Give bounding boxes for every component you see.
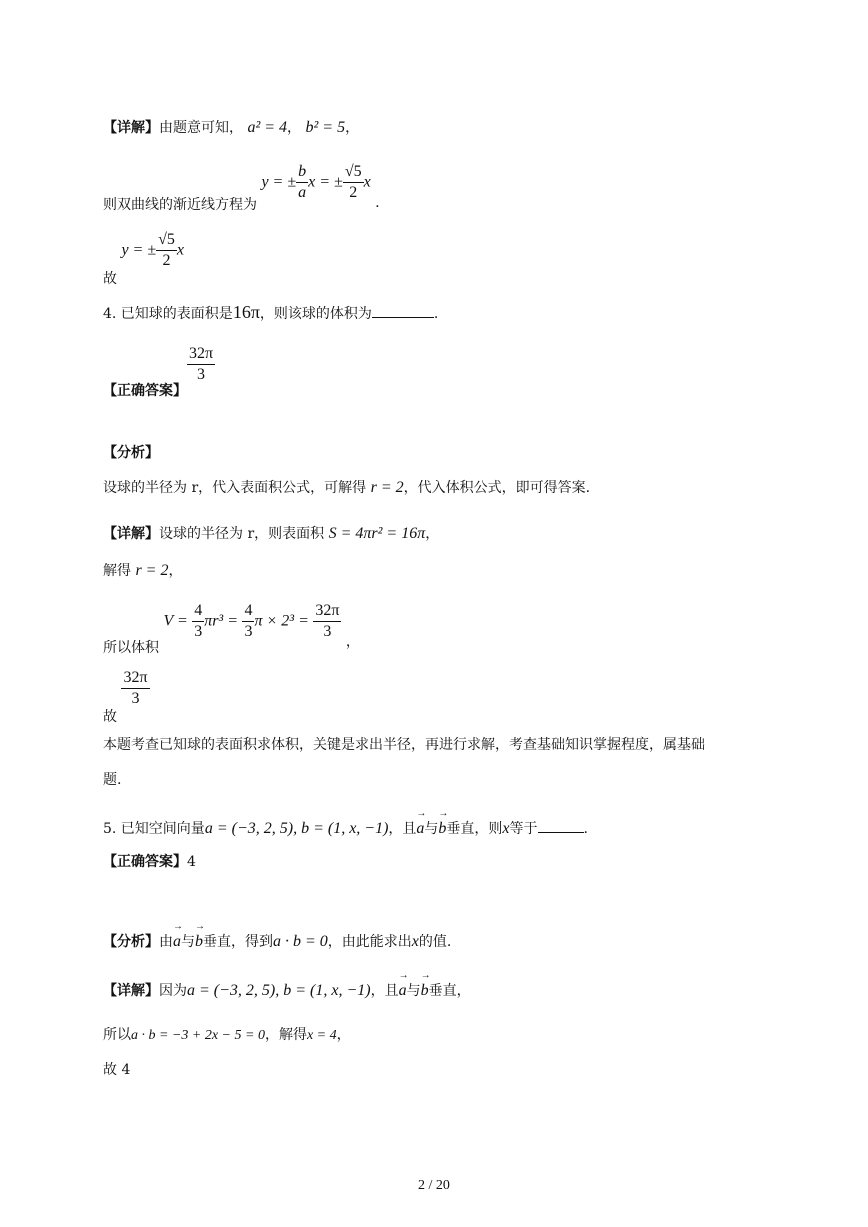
fraction-sqrt5-over-2: $\frac{√5}{2}$ xyxy=(344,163,362,201)
page-number: 2 / 20 xyxy=(418,1178,450,1193)
correct-answer-5: 【正确答案】4 xyxy=(103,854,196,870)
detail-4-comment-end: 题. xyxy=(103,772,122,788)
detail-line-1: 【详解】由题意可知， a² = 4， b² = 5， xyxy=(103,119,360,136)
fraction-b-over-a: $\frac{b}{a}$ xyxy=(298,163,307,201)
answer-blank xyxy=(372,303,434,318)
conclusion-line-1: 故 y = ± $\frac{√5}{2}$ x xyxy=(103,231,185,287)
analysis-text-4: 设球的半径为 r，代入表面积公式，可解得 r = 2，代入体积公式，即可得答案. xyxy=(103,479,591,496)
analysis-5: 【分析】由→ a与→ b垂直，得到a · b = 0，由此能求出x的值. xyxy=(103,934,451,950)
correct-answer-4: 【正确答案】 $\frac{32\pi}{3}$ xyxy=(103,345,214,399)
answer-blank xyxy=(538,818,584,833)
detail-5: 【详解】因为a = (−3, 2, 5), b = (1, x, −1)，且→ a与→ b垂直， xyxy=(103,983,471,999)
detail-4: 【详解】设球的半径为 r，则表面积 S = 4πr² = 16π， xyxy=(103,525,440,542)
analysis-label-4: 【分析】 xyxy=(103,445,159,461)
detail-5-solve: 所以a · b = −3 + 2x − 5 = 0，解得x = 4， xyxy=(103,1027,351,1043)
detail-4-volume: 所以体积 V = $\frac{4}{3}$ πr³ = $\frac{4}{3}$ π × 2³ = $\frac{32\pi}{3}$ ， xyxy=(103,602,360,656)
detail-4-solve: 解得 r = 2， xyxy=(103,562,183,579)
detail-5-conclusion: 故 4 xyxy=(103,1062,131,1078)
asymptote-line: 则双曲线的渐近线方程为 y = ± $\frac{b}{a}$ x = ± $\frac{√5}{2}$ x . xyxy=(103,163,380,213)
detail-label: 【详解】 xyxy=(103,120,159,136)
answer-label: 【正确答案】 xyxy=(103,382,187,399)
question-5: 5. 已知空间向量a = (−3, 2, 5), b = (1, x, −1)，且→ a与→ b垂直，则x等于 . xyxy=(103,818,588,837)
detail-4-conclusion: 故 $\frac{32\pi}{3}$ xyxy=(103,669,148,725)
detail-4-comment: 本题考查已知球的表面积求体积，关键是求出半径，再进行求解，考查基础知识掌握程度，属基础 xyxy=(103,737,705,753)
question-4: 4. 已知球的表面积是16π，则该球的体积为 . xyxy=(103,302,439,322)
